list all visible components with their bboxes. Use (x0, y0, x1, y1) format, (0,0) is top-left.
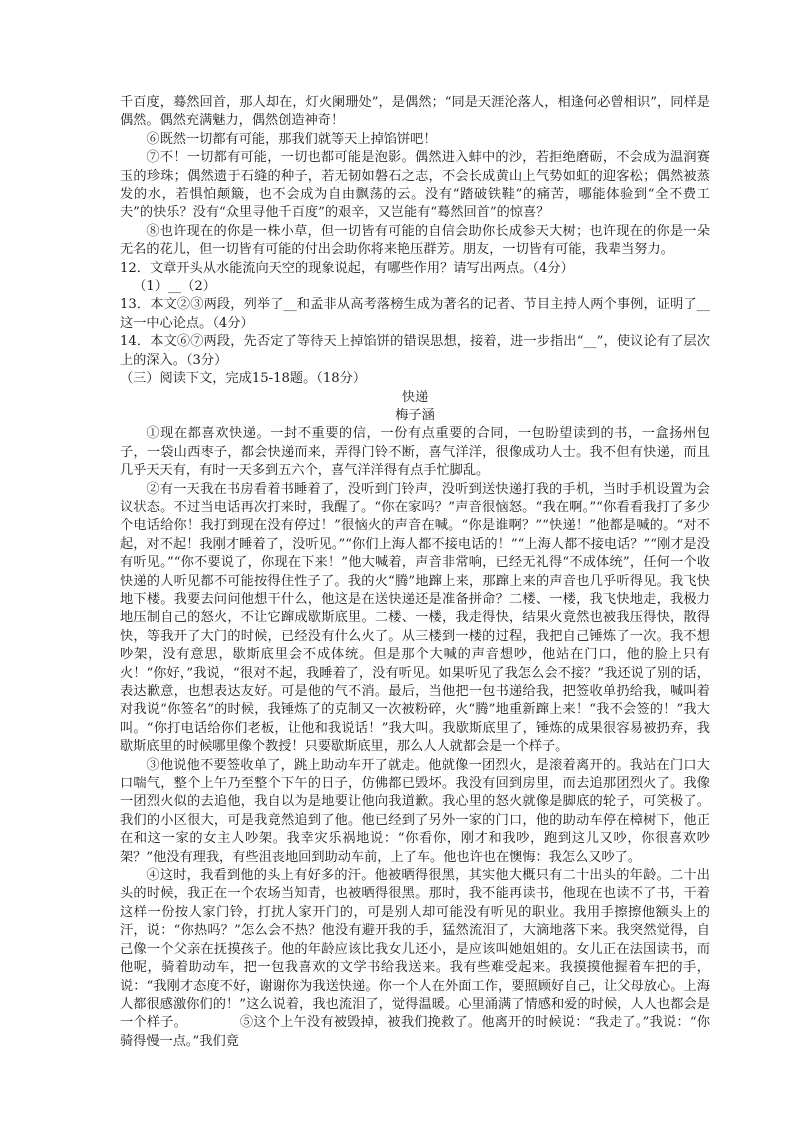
paragraph-7: ⑦不！一切都有可能，一切也都可能是泡影。偶然进入蚌中的沙，若拒绝磨砺，不会成为温润赛玉的珍珠；偶然遗于石缝的种子，若无韧如磐石之志，不会长成黄山上气势如虹的迎客松；偶然被蒸发的水，若惧怕颠簸，也不会成为自由飘荡的云。没有“踏破铁鞋”的痛苦，哪能体验到“全不费工夫”的快乐？没有“众里寻他千百度”的艰辛，又岂能有“蓦然回首”的惊喜？ (120, 150, 710, 221)
article-paragraph-3: ③他说他不要签收单了，跳上助动车开了就走。他就像一团烈火，是滚着离开的。我站在门口大口喘气，整个上午乃至整个下午的日子，仿佛都已毁坏。我没有回到房里，而去追那团烈火了。我像一团烈火似的去追他，我自以为是地要让他向我道歉。我心里的怒火就像是脚底的轮子，可笑极了。我们的小区很大，可是我竟然追到了他。他已经到了另外一家的门口，他的助动车停在樟树下，他正在和这一家的女主人吵架。我幸灾乐祸地说：“你看你，刚才和我吵，跑到这儿又吵，你很喜欢吵架？”他没有理我，有些沮丧地回到助动车前，上了车。他也许也在懊悔：我怎么又吵了。 (120, 757, 710, 865)
article-paragraph-1: ①现在都喜欢快递。一封不重要的信，一份有点重要的合同，一包盼望读到的书，一盒扬州包子，一袋山西枣子，都会快递而来，弄得门铃不断，喜气洋洋，很像成功人士。我不但有快递，而且几乎天天有，有时一天多到五六个，喜气洋洋得有点手忙脚乱。 (120, 426, 710, 479)
section-3-heading: （三）阅读下文，完成15-18题。（18分） (120, 371, 367, 387)
question-12-answer-blanks: （1）__（2） (133, 279, 216, 295)
article-paragraph-2: ②有一天我在书房看着书睡着了，没听到门铃声，没听到送快递打我的手机，当时手机设置为会议状态。不过当电话再次打来时，我醒了。“你在家吗？”声音很恼怒。“我在啊。”“你看看我打了多少个电话给你！我打到现在没有停过！”很恼火的声音在喊。“你是谁啊？”“快递！”他都是喊的。“对不起，对不起！我刚才睡着了，没听见。”“你们上海人都不接电话的！”“上海人都不接电话？”“刚才是没有听见。”“你不要说了，你现在下来！”他大喊着，声音非常响，已经无礼得“不成体统”，任何一个收快递的人听见都不可能按得住性子了。我的火“腾”地蹿上来，那蹿上来的声音也几乎听得见。我飞快地下楼。我要去问问他想干什么，他这是在送快递还是准备拼命？二楼、一楼，我飞快地走，我极力地压制自己的怒火，不让它蹿成歇斯底里。二楼、一楼，我走得快，结果火竟然也被我压得快，散得快，等我开了大门的时候，已经没有什么火了。从三楼到一楼的过程，我把自己锤炼了一次。我不想吵架，没有意思，歇斯底里会不成体统。但是那个大喊的声音想吵，他站在门口，他的脸上只有火！“你好，”我说，“很对不起，我睡着了，没有听见。如果听见了我怎么会不接？”我还说了别的话，表达歉意，也想表达友好。可是他的气不消。最后，当他把一包书递给我，把签收单扔给我，喊叫着对我说“你签名”的时候，我锤炼了的克制又一次被粉碎，火“腾”地重新蹿上来！“我不会签的！”我大叫。“你打电话给你们老板，让他和我说话！”我大叫。我歇斯底里了，锤炼的成果很容易被扔弃，我歇斯底里的时候哪里像个教授！只要歇斯底里，那么人人就都会是一个样子。 (120, 481, 710, 755)
paragraph-intro-continued: 千百度，蓦然回首，那人却在，灯火阑珊处”，是偶然；“同是天涯沦落人，相逢何必曾相识”，同样是偶然。偶然充满魅力，偶然创造神奇！ (120, 95, 710, 129)
article-paragraph-4 (120, 867, 710, 1051)
article-title: 快递 (401, 389, 429, 405)
question-12: 12．文章开头从水能流向天空的现象说起，有哪些作用？请写出两点。（4分） (120, 260, 574, 276)
paragraph-6: ⑥既然一切都有可能，那我们就等天上掉馅饼吧！ (146, 131, 437, 147)
question-14: 14．本文⑥⑦两段，先否定了等待天上掉馅饼的错误思想，接着，进一步指出“__”，使议论有了层次上的深入。（3分） (120, 334, 710, 368)
article-author: 梅子涵 (395, 407, 435, 423)
paragraph-8: ⑧也许现在的你是一株小草，但一切皆有可能的自信会助你长成参天大树；也许现在的你是一朵无名的花儿，但一切皆有可能的付出会助你将来艳压群芳。朋友，一切皆有可能，我辈当努力。 (120, 223, 710, 258)
article-paragraph-5-text: ⑤这个上午没有被毁掉，被我们挽救了。他离开的时候说：“我走了。”我说：“你骑得慢一点。”我们竟 (120, 1015, 711, 1049)
article-paragraph-4-text: ④这时，我看到他的头上有好多的汗。他被晒得很黑，其实他大概只有二十出头的年龄。二十出头的时候，我正在一个农场当知青，也被晒得很黑。那时，我不能再读书，他现在也读不了书，干着这样一份按人家门铃，打扰人家开门的，可是别人却可能没有听见的职业。我用手擦擦他额头上的汗，说：“你热吗？”怎么会不热？他没有避开我的手，猛然流泪了，大滴地落下来。我突然觉得，自己像一个父亲在抚摸孩子。他的年龄应该比我女儿还小，是应该叫她姐姐的。女儿正在法国读书，而他呢，骑着助动车，把一包我喜欢的文学书给我送来。我有些难受起来。我摸摸他握着车把的手，说：“我刚才态度不好，谢谢你为我送快递。你一个人在外面工作，要照顾好自己，让父母放心。上海人都很感激你们的！”这么说着，我也流泪了，觉得温暖。心里涌满了情感和爱的时候，人人也都会是一个样子。 (120, 868, 710, 1031)
question-13: 13．本文②③两段，列举了__和孟非从高考落榜生成为著名的记者、节目主持人两个事例，证明了__这一中心论点。（4分） (120, 297, 710, 331)
